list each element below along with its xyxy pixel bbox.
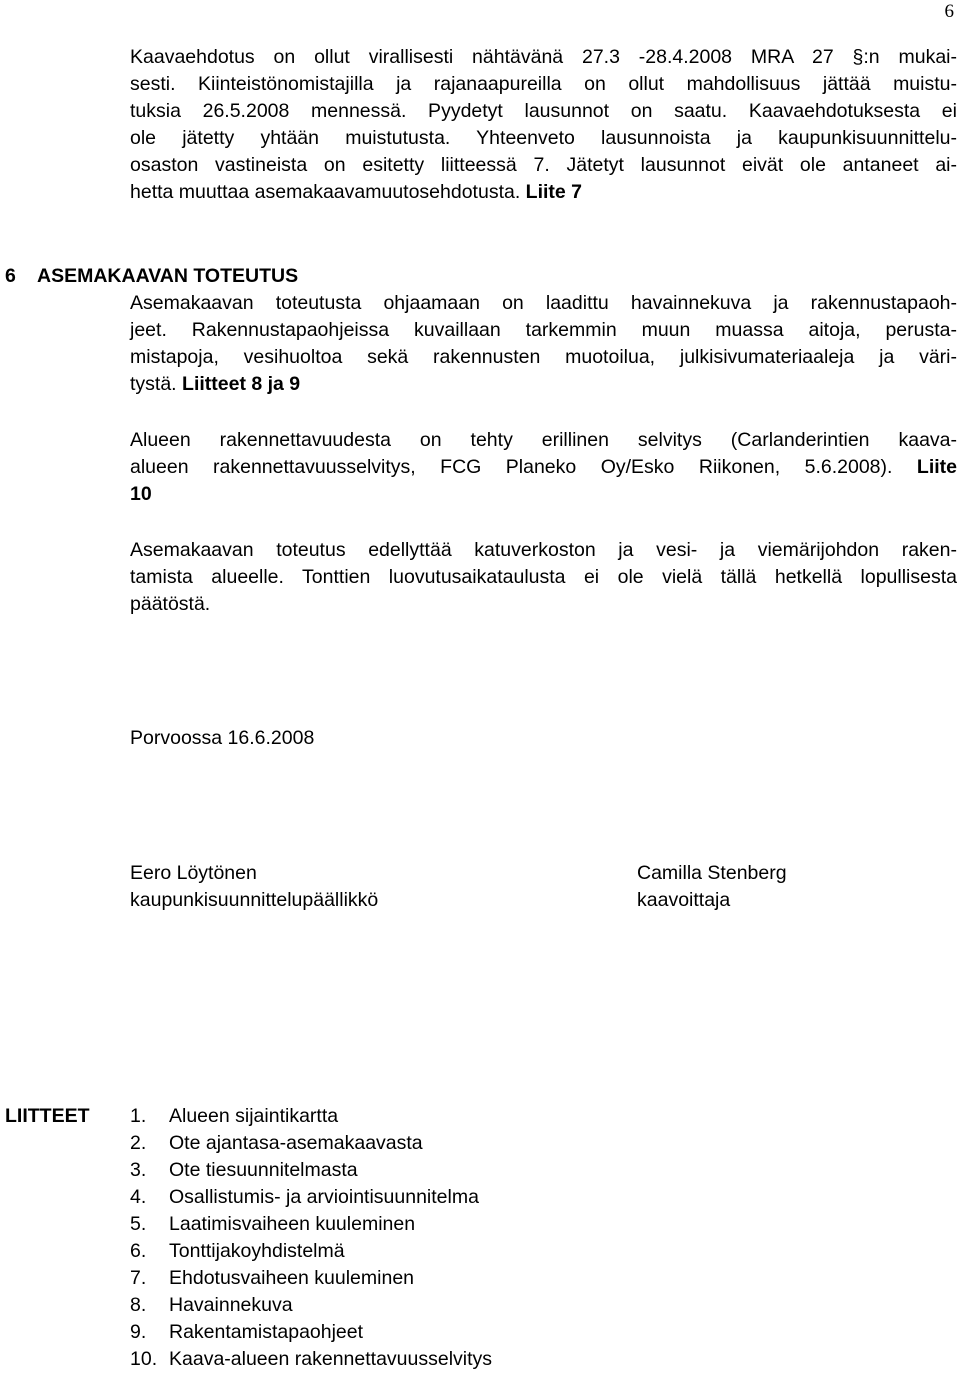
item-number: 6. (130, 1240, 147, 1262)
section-heading (5, 263, 298, 290)
text-line: tamista alueelle. Tonttien luovutusaikataulusta ei ole vielä tällä hetkellä lopullisesta (130, 566, 957, 588)
page-number: 6 (944, 1, 954, 22)
item-label: Osallistumis- ja arviointisuunnitelma (169, 1186, 479, 1208)
item-number: 3. (130, 1159, 147, 1181)
attachment-ref: Liitteet 8 ja 9 (182, 373, 301, 395)
item-number: 4. (130, 1186, 147, 1208)
text-line: sesti. Kiinteistönomistajilla ja rajanaapureilla on ollut mahdollisuus jättää muistu- (130, 73, 957, 95)
text-line: ole jätetty yhtään muistutusta. Yhteenveto lausunnoista ja kaupunkisuunnittelu- (130, 127, 957, 149)
list-item (130, 1157, 492, 1184)
item-label: Kaava-alueen rakennettavuusselvitys (169, 1348, 493, 1370)
item-label: Ote tiesuunnitelmasta (169, 1159, 358, 1181)
item-label: Rakentamistapaohjeet (169, 1321, 364, 1343)
item-label: Alueen sijaintikartta (169, 1105, 339, 1127)
signer-title: kaupunkisuunnittelupäällikkö (130, 889, 379, 911)
signer-name: Camilla Stenberg (637, 862, 787, 884)
item-number: 8. (130, 1294, 147, 1316)
paragraph-plan-proposal (130, 44, 957, 206)
item-label: Ote ajantasa-asemakaavasta (169, 1132, 423, 1154)
text-line: Asemakaavan toteutus edellyttää katuverkoston ja vesi- ja viemärijohdon raken- (130, 539, 957, 561)
signature-left (130, 860, 378, 914)
signer-name: Eero Löytönen (130, 862, 257, 884)
list-item (130, 1238, 492, 1265)
text-line: mistapoja, vesihuoltoa sekä rakennusten muotoilua, julkisivumateriaaleja ja väri- (130, 346, 957, 368)
attachment-ref: Liite (916, 456, 957, 478)
attachment-ref: Liite 7 (525, 181, 583, 203)
paragraph-buildability-survey (130, 427, 957, 508)
text-run: tystä. (130, 373, 177, 395)
section-number: 6 (5, 265, 16, 287)
signature-right (637, 860, 787, 914)
paragraph-implementation-requirements (130, 537, 957, 618)
list-item (130, 1346, 492, 1373)
item-label: Tonttijakoyhdistelmä (169, 1240, 345, 1262)
text-line: Alueen rakennettavuudesta on tehty erillinen selvitys (Carlanderintien kaava- (130, 429, 957, 451)
attachments-title: LIITTEET (5, 1105, 90, 1127)
list-item (130, 1292, 492, 1319)
list-item (130, 1184, 492, 1211)
item-number: 2. (130, 1132, 147, 1154)
item-number: 7. (130, 1267, 147, 1289)
text-line: osaston vastineista on esitetty liitteessä 7. Jätetyt lausunnot eivät ole antaneet ai- (130, 154, 957, 176)
place-date: Porvoossa 16.6.2008 (130, 727, 315, 749)
item-label: Laatimisvaiheen kuuleminen (169, 1213, 416, 1235)
paragraph-implementation-guidance (130, 290, 957, 398)
text-line: päätöstä. (130, 593, 211, 615)
text-line (130, 371, 957, 398)
signer-title: kaavoittaja (637, 889, 731, 911)
text-line: jeet. Rakennustapaohjeissa kuvaillaan tarkemmin muun muassa aitoja, perusta- (130, 319, 957, 341)
list-item (130, 1103, 492, 1130)
item-number: 1. (130, 1105, 147, 1127)
text-line (130, 179, 957, 206)
attachments-list (130, 1103, 492, 1373)
list-item (130, 1319, 492, 1346)
list-item (130, 1265, 492, 1292)
text-line (130, 454, 957, 481)
attachment-ref: 10 (130, 483, 152, 505)
list-item (130, 1130, 492, 1157)
item-number: 10. (130, 1348, 158, 1370)
item-label: Ehdotusvaiheen kuuleminen (169, 1267, 415, 1289)
item-number: 9. (130, 1321, 147, 1343)
text-run: hetta muuttaa asemakaavamuutosehdotusta. (130, 181, 521, 203)
text-line: Kaavaehdotus on ollut virallisesti nähtävänä 27.3 -28.4.2008 MRA 27 §:n mukai- (130, 46, 957, 68)
item-label: Havainnekuva (169, 1294, 293, 1316)
text-line: tuksia 26.5.2008 mennessä. Pyydetyt lausunnot on saatu. Kaavaehdotuksesta ei (130, 100, 957, 122)
text-run: alueen rakennettavuusselvitys, FCG Planeko Oy/Esko Riikonen, 5.6.2008). (130, 456, 893, 478)
text-line: Asemakaavan toteutusta ohjaamaan on laadittu havainnekuva ja rakennustapaoh- (130, 292, 957, 314)
list-item (130, 1211, 492, 1238)
item-number: 5. (130, 1213, 147, 1235)
section-title: ASEMAKAAVAN TOTEUTUS (37, 265, 299, 287)
